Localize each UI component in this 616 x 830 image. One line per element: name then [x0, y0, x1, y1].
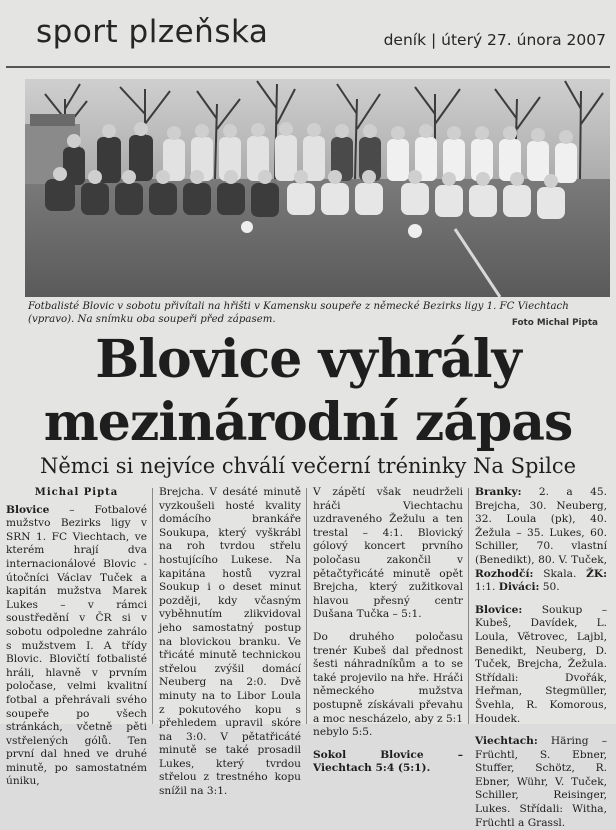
article-column-2	[159, 486, 301, 799]
headline-line-1: Blovice vyhrály	[95, 329, 521, 390]
section-title: sport plzeňska	[36, 14, 269, 50]
photo-credit: Foto Michal Pipta	[511, 318, 598, 328]
headline-line-2: mezinárodní zápas	[43, 392, 573, 453]
photo-caption: Fotbalisté Blovic v sobotu přivítali na hřišti v Kamensku soupeře z německé Bezirks ligy 1. FC Viechtach (vpravo). Na snímku oba soupeři před zápasem.	[28, 301, 569, 325]
subheadline: Němci si nejvíce chválí večerní tréninky Na Spilce	[39, 454, 577, 478]
away-lineup	[475, 735, 607, 830]
attendance-label: Diváci:	[498, 581, 540, 594]
page-header	[0, 0, 616, 76]
column-divider	[468, 488, 469, 724]
article-paragraph: V zápětí však neudrželi hráči Viechtachu uzdraveného Žežulu a ten trestal – 4:1. Blovický gólový koncert prvního poločasu zakončil v pětačtyřicáté minutě opět Brejcha, který zužitkoval hlavou přesný centr Dušana Tučka – 5:1.	[313, 486, 463, 621]
match-result: Sokol Blovice – Viechtach 5:4 (5:1).	[313, 748, 463, 775]
match-stats	[475, 486, 607, 595]
article-paragraph: Do druhého poločasu trenér Kubeš dal přednost šesti náhradníkům a to se také projevilo na hře. Hráči německého mužstva postupně získávali převahu a moc nescházelo, aby z 5:1 nebylo 5:5.	[313, 630, 463, 739]
dateline: Blovice	[6, 503, 50, 516]
article-column-1	[6, 486, 147, 789]
home-lineup	[475, 604, 607, 726]
masthead-date: deník | úterý 27. února 2007	[383, 31, 606, 49]
referee-label: Rozhodčí:	[475, 567, 534, 580]
cards-label: ŽK:	[586, 567, 607, 580]
article-text: – Fotbalové mužstvo Bezirks ligy v SRN 1. FC Viechtach, ve kterém hrají dva internacionálové Blovic - útočníci Václav Tuček a kapitán mužstva Marek Lukes – v rámci soustředění v ČR si v sobotu odpoledne zahrálo s mužstvem I. A třídy Blovic. Blovičtí fotbalisté hráli, hlavně v prvním poločase, velmi kvalitní fotbal a přehrávali svého soupeře po všech stránkách, včetně pěti vstřelených gólů. Ten první dal hned ve druhé minutě, po samostatném úniku,	[6, 503, 147, 788]
goals-label: Branky:	[475, 486, 522, 498]
header-rule	[6, 66, 610, 68]
article-paragraph: Brejcha. V desáté minutě vyzkoušeli hosté kvality domácího brankáře Soukupa, který vyškrábl na roh tvrdou střelu hostujícího Lukese. Na kapitána hostů vyzral Soukup i o deset minut později, kdy včasným vyběhnutím zlikvidoval jeho samostatný postup na blovickou branku. Ve třicáté minutě technickou střelou zvýšil domácí Neuberg na 2:0. Dvě minuty na to Libor Loula z pokutového kopu s přehledem upravil skóre na 3:0. V pětatřicáté minutě se také prosadil Lukes, který tvrdou střelou z trestného kopu snížil na 3:1.	[159, 486, 301, 798]
byline: Michal Pipta	[34, 487, 119, 498]
home-lineup-text: Soukup – Kubeš, Davídek, L. Loula, Větrovec, Lajbl, Benedikt, Neuberg, D. Tuček, Brejcha, Žežula. Střídali: Dvořák, Heřman, Stegmüller, Švehla, R. Komorous, Houdek.	[475, 603, 607, 725]
cards-text: 1:1.	[475, 581, 499, 594]
column-divider	[306, 488, 307, 724]
away-lineup-text: Häring – Früchtl, S. Ebner, Stuffer, Schötz, R. Ebner, Wühr, V. Tuček, Schiller, Reisinger, Lukes. Střídali: Witha, Früchtl a Grassl.	[475, 735, 607, 829]
goals-text: 2. a 45. Brejcha, 30. Neuberg, 32. Loula (pk), 40. Žežula – 35. Lukes, 60. Schiller, 70. vlastní (Benedikt), 80. V. Tuček,	[475, 486, 607, 566]
away-lineup-label: Viechtach:	[475, 735, 538, 748]
article-paragraph	[6, 504, 147, 789]
referee-text: Skala.	[533, 567, 587, 580]
team-photo-illustration	[25, 79, 610, 297]
attendance-text: 50.	[539, 581, 560, 594]
team-photo	[25, 79, 610, 297]
column-divider	[152, 488, 153, 724]
match-stats-column	[475, 486, 607, 830]
home-lineup-label: Blovice:	[475, 603, 523, 616]
article-column-3	[313, 486, 463, 776]
